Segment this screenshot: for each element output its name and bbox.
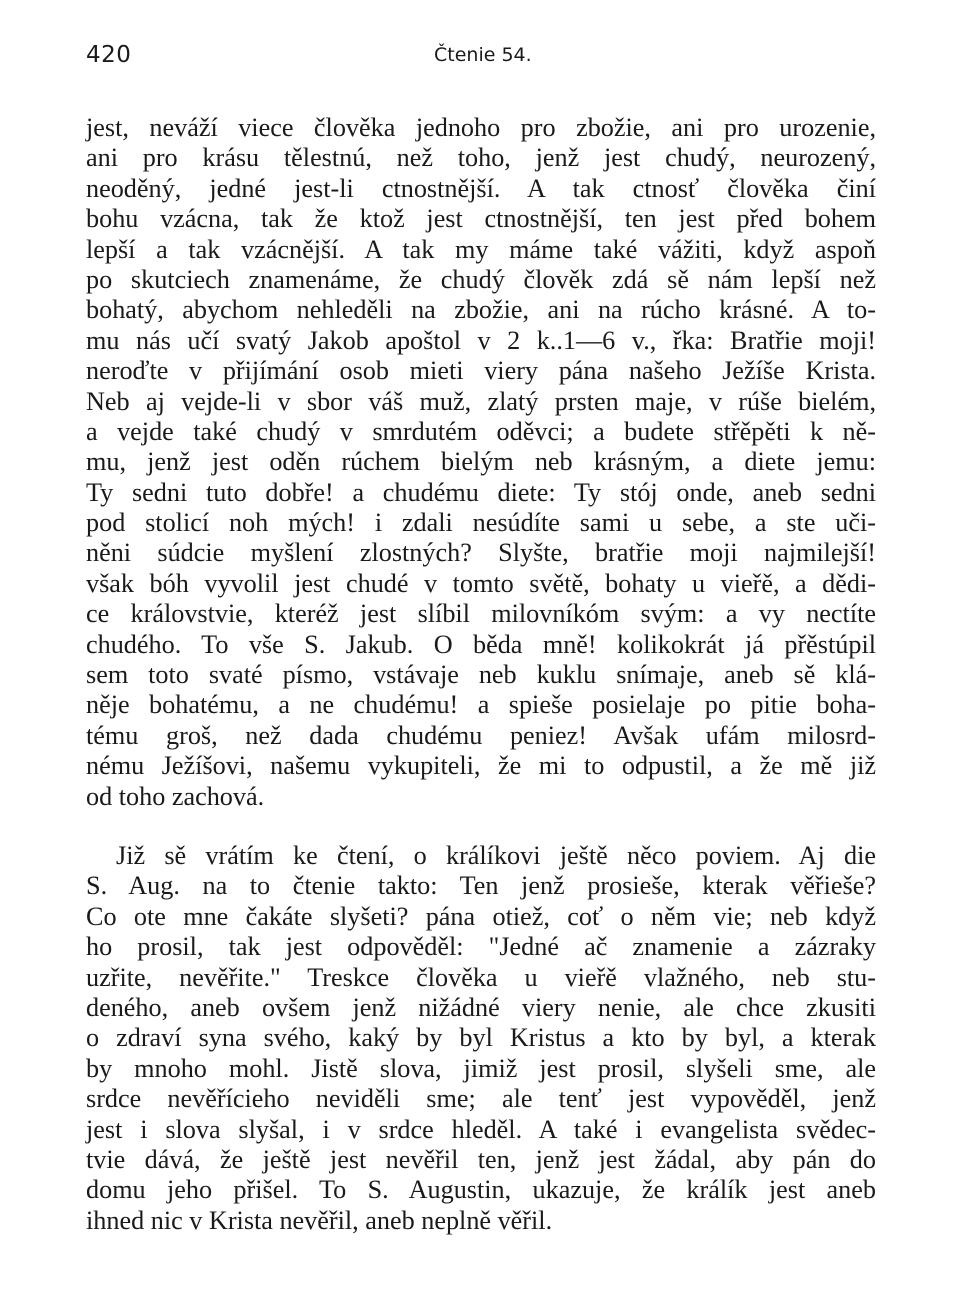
- text-line: S. Aug. na to čtenie takto: Ten jenž prosieše, kterak věřieše?: [86, 871, 876, 901]
- text-line: chudého. To vše S. Jakub. O běda mně! kolikokrát já přěstúpil: [86, 629, 876, 659]
- text-line: bohatý, abychom nehleděli na zbožie, ani na rúcho krásné. A to-: [86, 295, 876, 325]
- text-line: tému groš, než dada chudému peniez! Avšak ufám milosrd-: [86, 720, 876, 750]
- text-line: nému Ježíšovi, našemu vykupiteli, že mi to odpustil, a že mě již: [86, 751, 876, 781]
- text-line: tvie dává, že ještě jest nevěřil ten, jenž jest žádal, aby pán do: [86, 1144, 876, 1174]
- text-line: ce královstvie, kteréž jest slíbil milovníkóm svým: a vy nectíte: [86, 599, 876, 629]
- text-line: a vejde také chudý v smrdutém oděvci; a budete střěpěti k ně-: [86, 416, 876, 446]
- paragraph-2: [86, 841, 876, 1236]
- text-line: něni súdcie myšlení zlostných? Slyšte, bratřie moji najmilejší!: [86, 538, 876, 568]
- text-line: pod stolicí noh mých! i zdali nesúdíte sami u sebe, a ste uči-: [86, 508, 876, 538]
- text-line: neroďte v přijímání osob mieti viery pána našeho Ježíše Krista.: [86, 356, 876, 386]
- text-line: lepší a tak vzácnější. A tak my máme také vážiti, když aspoň: [86, 234, 876, 264]
- text-line: ihned nic v Krista nevěřil, aneb neplně věřil.: [86, 1205, 553, 1235]
- text-line: jest i slova slyšal, i v srdce hleděl. A také i evangelista svědec-: [86, 1114, 876, 1144]
- text-line: ani pro krásu tělestnú, než toho, jenž jest chudý, neurozený,: [86, 143, 876, 173]
- text-line: deného, aneb ovšem jenž nižádné viery nenie, ale chce zkusiti: [86, 992, 876, 1022]
- text-line: sem toto svaté písmo, vstávaje neb kuklu snímaje, aneb sě klá-: [86, 660, 876, 690]
- text-line: Co ote mne čakáte slyšeti? pána otiež, coť o něm vie; neb když: [86, 901, 876, 931]
- text-line: Již sě vrátím ke čtení, o králíkovi ještě něco poviem. Aj die: [116, 841, 876, 870]
- text-line: o zdraví syna svého, kaký by byl Kristus a kto by byl, a kterak: [86, 1023, 876, 1053]
- text-line: neoděný, jedné jest-li ctnostnější. A tak ctnosť člověka činí: [86, 173, 876, 203]
- paragraph-1: [86, 113, 876, 812]
- text-line: mu nás učí svatý Jakob apoštol v 2 k..1—6 v., řka: Bratřie moji!: [86, 325, 876, 355]
- page-header: [86, 40, 876, 80]
- text-line: domu jeho přišel. To S. Augustin, ukazuje, že králík jest aneb: [86, 1175, 876, 1205]
- text-line: bohu vzácna, tak že ktož jest ctnostnější, ten jest před bohem: [86, 204, 876, 234]
- text-line: však bóh vyvolil jest chudé v tomto světě, bohaty u vieřě, a dědi-: [86, 568, 876, 598]
- text-line: jest, neváží viece člověka jednoho pro zbožie, ani pro urozenie,: [86, 113, 876, 142]
- text-line: mu, jenž jest oděn rúchem bielým neb krásným, a diete jemu:: [86, 447, 876, 477]
- text-line: Neb aj vejde-li v sbor váš muž, zlatý prsten maje, v rúše bielém,: [86, 386, 876, 416]
- page-number: 420: [86, 42, 132, 68]
- text-line: uzřite, nevěřite." Treskce člověka u vieřě vlažného, neb stu-: [86, 962, 876, 992]
- text-line: srdce nevěřícieho neviděli sme; ale tenť jest vypověděl, jenž: [86, 1084, 876, 1114]
- text-line: od toho zachová.: [86, 781, 265, 811]
- text-line: něje bohatému, a ne chudému! a spieše posielaje po pitie boha-: [86, 690, 876, 720]
- text-line: po skutciech znamenáme, že chudý člověk zdá sě nám lepší než: [86, 264, 876, 294]
- text-line: by mnoho mohl. Jistě slova, jimiž jest prosil, slyšeli sme, ale: [86, 1053, 876, 1083]
- text-line: Ty sedni tuto dobře! a chudému diete: Ty stój onde, aneb sedni: [86, 477, 876, 507]
- text-line: ho prosil, tak jest odpověděl: "Jedné ač znamenie a zázraky: [86, 932, 876, 962]
- running-head: Čtenie 54.: [434, 44, 532, 66]
